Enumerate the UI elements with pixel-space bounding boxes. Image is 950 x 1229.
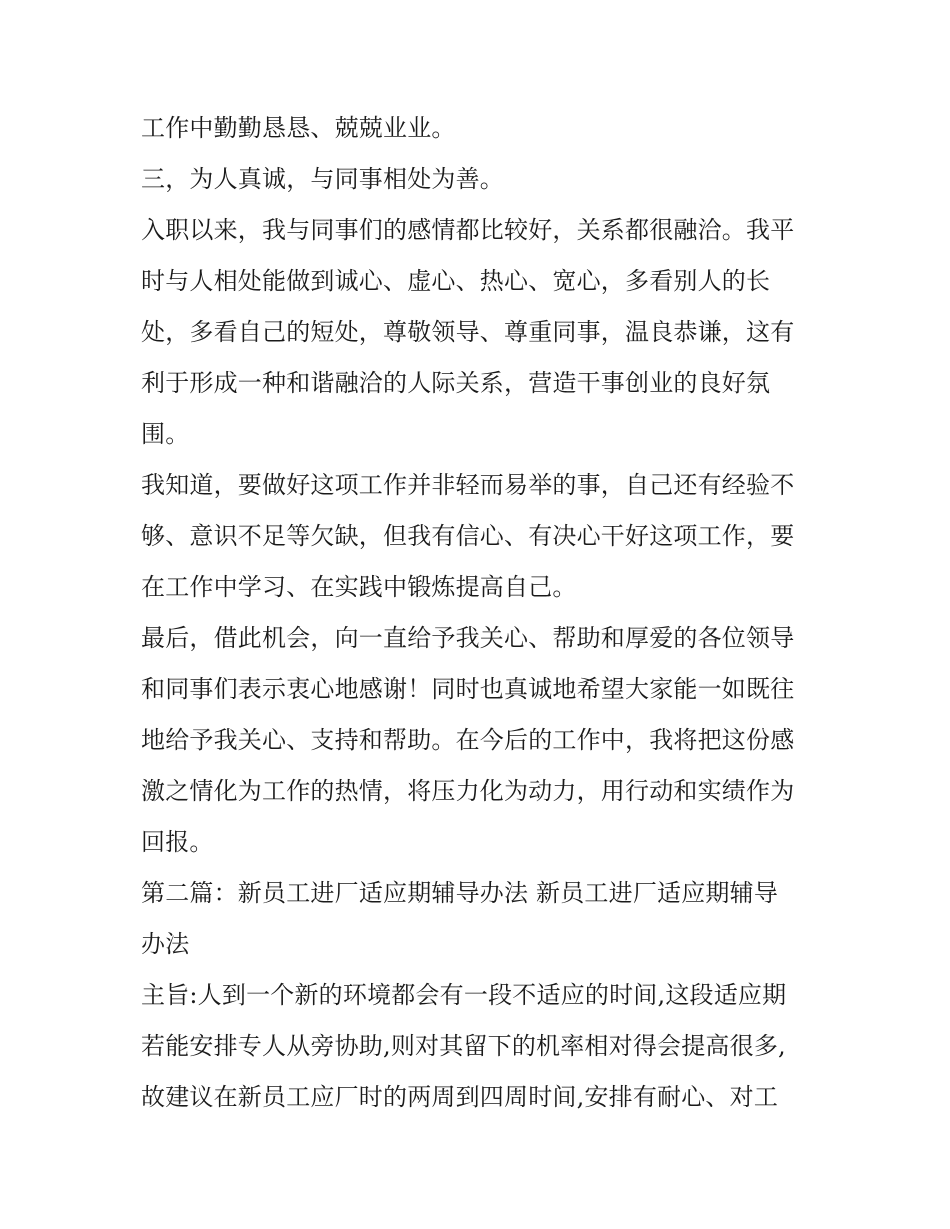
text-line: 在工作中学习、在实践中锻炼提高自己。: [141, 573, 577, 601]
text-line: 入职以来，我与同事们的感情都比较好，关系都很融洽。我平: [141, 216, 795, 244]
text-line: 主旨:人到一个新的环境都会有一段不适应的时间,这段适应期: [141, 981, 787, 1009]
text-line: 我知道，要做好这项工作并非轻而易举的事，自己还有经验不: [141, 471, 795, 499]
section-heading: 三，为人真诚，与同事相处为善。: [141, 165, 504, 193]
text-line: 时与人相处能做到诚心、虚心、热心、宽心，多看别人的长: [141, 267, 771, 295]
text-line: 利于形成一种和谐融洽的人际关系，营造干事创业的良好氛: [141, 369, 771, 397]
text-line: 回报。: [141, 828, 214, 856]
text-line: 故建议在新员工应厂时的两周到四周时间,安排有耐心、对工: [141, 1083, 779, 1111]
text-line: 激之情化为工作的热情，将压力化为动力，用行动和实绩作为: [141, 777, 795, 805]
text-line: 围。: [141, 420, 190, 448]
text-line: 处，多看自己的短处，尊敬领导、尊重同事，温良恭谦，这有: [141, 318, 795, 346]
text-line: 地给予我关心、支持和帮助。在今后的工作中，我将把这份感: [141, 726, 795, 754]
text-line: 最后，借此机会，向一直给予我关心、帮助和厚爱的各位领导: [141, 624, 795, 652]
section-heading: 办法: [141, 930, 190, 958]
document-body: [141, 103, 821, 1123]
text-line: 若能安排专人从旁协助,则对其留下的机率相对得会提高很多,: [141, 1032, 786, 1060]
text-line: 和同事们表示衷心地感谢！同时也真诚地希望大家能一如既往: [141, 675, 795, 703]
text-line: 够、意识不足等欠缺，但我有信心、有决心干好这项工作，要: [141, 522, 795, 550]
text-line: 工作中勤勤恳恳、兢兢业业。: [141, 114, 456, 142]
section-heading: 第二篇：新员工进厂适应期辅导办法 新员工进厂适应期辅导: [141, 879, 779, 907]
